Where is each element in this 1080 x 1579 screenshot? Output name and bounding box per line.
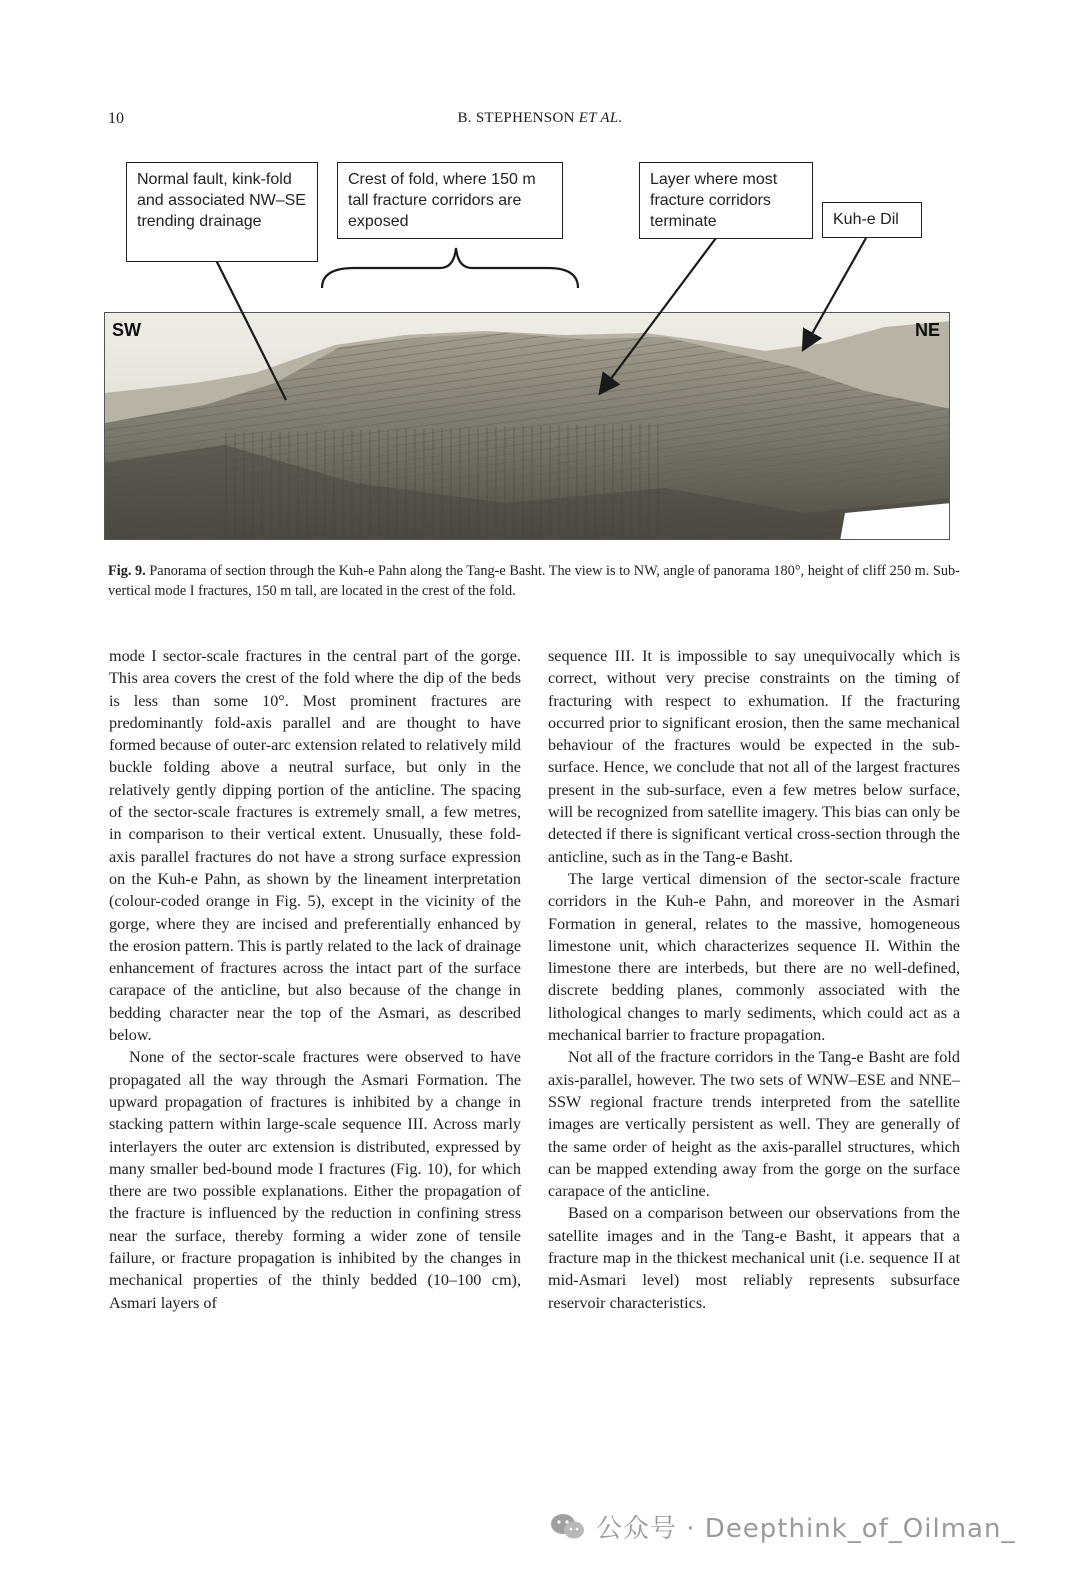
caption-text: Panorama of section through the Kuh-e Pahn along the Tang-e Basht. The view is to NW, angle of panorama 180°, height of cliff 250 m. Sub-vertical mode I fractures, 150 m tall, are located in the crest of the fold. — [108, 563, 960, 599]
body-column-left — [109, 645, 521, 1314]
watermark-text: 公众号 · Deepthink_of_Oilman_ — [596, 1514, 1016, 1544]
body-column-right — [548, 645, 960, 1314]
figure-panorama — [104, 160, 950, 540]
paragraph: The large vertical dimension of the sector-scale fracture corridors in the Kuh-e Pahn, and moreover in the Asmari Formation in general, relates to the massive, homogeneous limestone unit, which characterizes sequence II. Within the limestone there are interbeds, but there are no well-defined, discrete bedding planes, commonly associated with the lithological changes to marly sediments, which could act as a mechanical barrier to fracture propagation. — [548, 869, 960, 1045]
running-head-etal: ET AL. — [578, 110, 623, 126]
paragraph: Based on a comparison between our observations from the satellite images and in the Tang-e Basht, it appears that a fracture map in the thickest mechanical unit (i.e. sequence II at mid-Asmari level) most reliably represents subsurface reservoir characteristics. — [548, 1204, 960, 1312]
running-head-authors: B. STEPHENSON — [457, 110, 575, 126]
callout-kuh-e-dil: Kuh-e Dil — [822, 202, 922, 238]
direction-label-ne: NE — [914, 320, 940, 340]
direction-label-sw: SW — [112, 320, 141, 340]
watermark — [550, 1508, 1015, 1545]
paragraph: Not all of the fracture corridors in the Tang-e Basht are fold axis-parallel, however. The two sets of WNW–ESE and NNE–SSW regional fracture trends interpreted from the satellite images are vertically persistent as well. They are generally of the same order of height as the axis-parallel structures, which can be mapped extending away from the gorge on the surface carapace of the anticline. — [548, 1048, 960, 1201]
callout-normal-fault: Normal fault, kink-fold and associated NW–SE trending drainage — [126, 162, 318, 262]
page-number: 10 — [108, 110, 124, 127]
wechat-icon — [550, 1513, 586, 1541]
caption-label: Fig. 9. — [108, 563, 146, 579]
running-head — [0, 110, 1080, 127]
callout-crest-of-fold: Crest of fold, where 150 m tall fracture corridors are exposed — [337, 162, 563, 239]
paragraph: sequence III. It is impossible to say unequivocally which is correct, without very precise constraints on the timing of fracturing with respect to exhumation. If the fracturing occurred prior to significant erosion, then the same mechanical behaviour of the fractures would be expected in the sub-surface. Hence, we conclude that not all of the largest fractures present in the sub-surface, even a few metres below surface, will be recognized from satellite imagery. This bias can only be detected if there is significant vertical cross-section through the anticline, such as in the Tang-e Basht. — [548, 647, 960, 866]
callout-layer-terminate: Layer where most fracture corridors terminate — [639, 162, 813, 239]
paragraph: mode I sector-scale fractures in the central part of the gorge. This area covers the crest of the fold where the dip of the beds is less than some 10°. Most prominent fractures are predominantly fold-axis parallel and are thought to have formed because of outer-arc extension related to relatively mild buckle folding above a neutral surface, but only in the relatively gently dipping portion of the anticline. The spacing of the sector-scale fractures is extremely small, a few metres, in comparison to their vertical extent. Unusually, these fold-axis parallel fractures do not have a strong surface expression on the Kuh-e Pahn, as shown by the lineament interpretation (colour-coded orange in Fig. 5), except in the vicinity of the gorge, where they are incised and preferentially enhanced by the erosion pattern. This is partly related to the lack of drainage enhancement of fractures across the intact part of the surface carapace of the anticline, but also because of the change in bedding character near the top of the Asmari, as described below. — [109, 647, 521, 1045]
brace-crest — [322, 248, 578, 288]
paragraph: None of the sector-scale fractures were observed to have propagated all the way through the Asmari Formation. The upward propagation of fractures is inhibited by a change in stacking pattern within large-scale sequence III. Across marly interlayers the outer arc extension is distributed, expressed by many smaller bed-bound mode I fractures (Fig. 10), for which there are two possible explanations. Either the propagation of the fracture is influenced by the reduction in confining stress near the surface, thereby forming a wider zone of tensile failure, or fracture propagation is inhibited by the changes in mechanical properties of the thinly bedded (10–100 cm), Asmari layers of — [109, 1048, 521, 1312]
panorama-illustration — [105, 313, 950, 540]
figure-caption — [108, 561, 972, 601]
panorama-photo — [104, 312, 950, 540]
